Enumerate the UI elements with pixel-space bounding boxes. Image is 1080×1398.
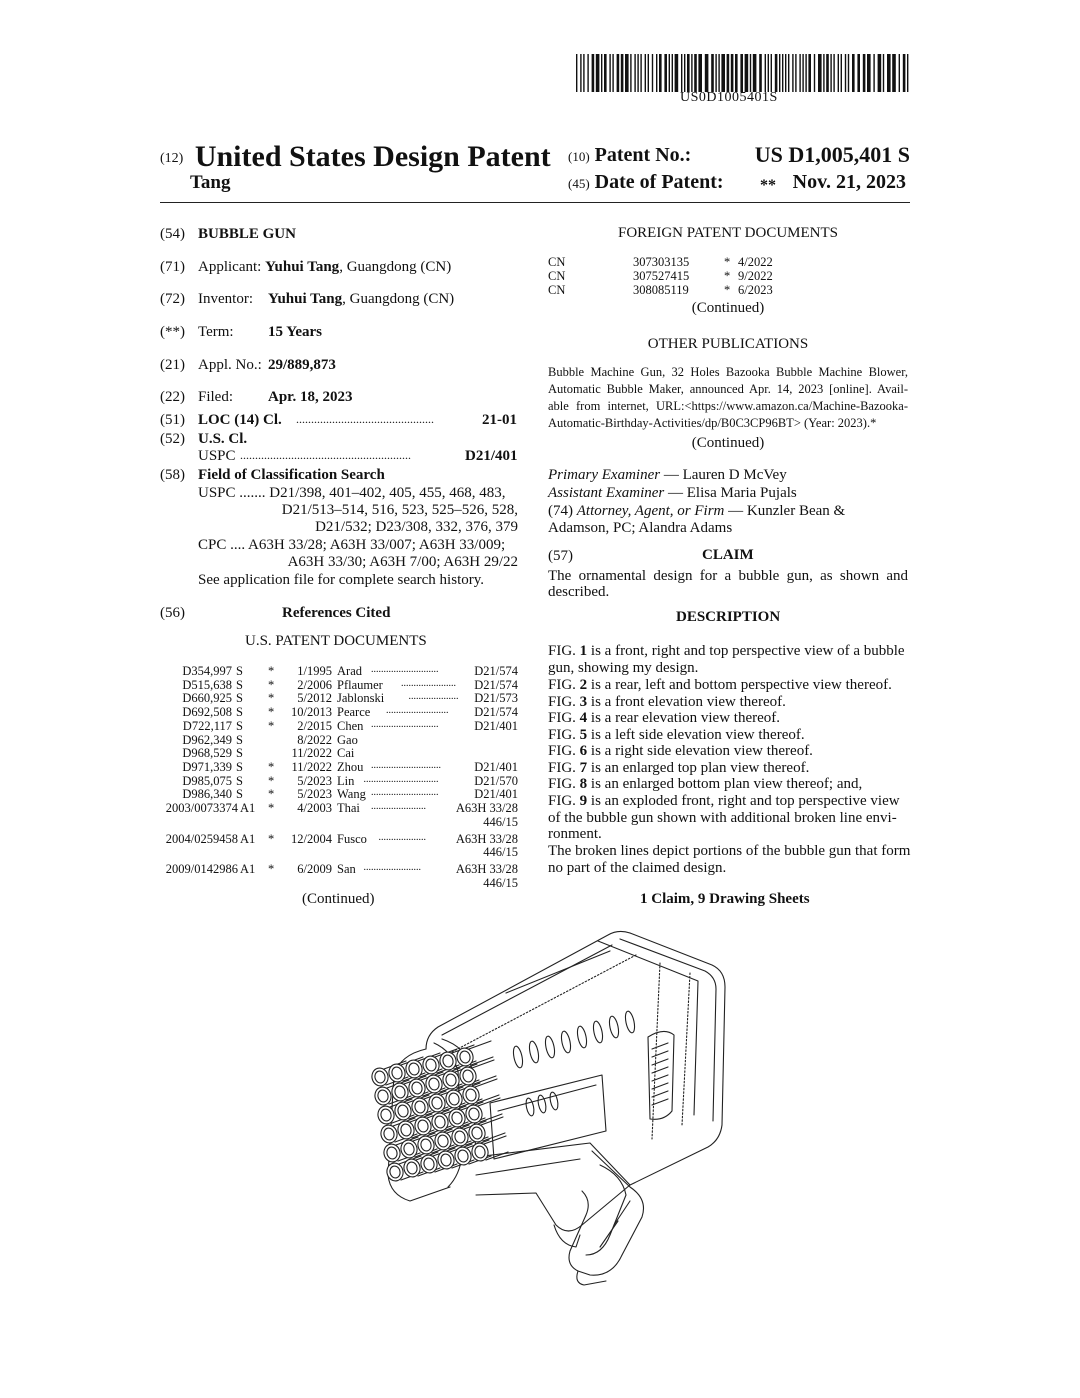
reference-class: D21/574	[474, 664, 518, 678]
reference-kind: S	[236, 787, 243, 802]
foreign-cited-mark: *	[724, 255, 731, 269]
description-text-pre: FIG.	[548, 776, 580, 792]
patent-number-row	[568, 144, 910, 167]
filed-label: Filed:	[198, 389, 234, 405]
primary-examiner	[548, 467, 787, 484]
reference-name: Chen	[337, 718, 364, 733]
description-text-post: is a rear, left and bottom perspective view thereof.	[587, 677, 892, 693]
fcs-uspc-line1: USPC ....... D21/398, 401–402, 405, 455, 468, 483,	[198, 485, 506, 501]
reference-row	[160, 760, 518, 774]
reference-dots: ...........................	[371, 787, 439, 799]
inventor-value	[268, 291, 454, 308]
inventor-surname: Tang	[190, 172, 231, 193]
fcs-uspc-line3: D21/532; D23/308, 332, 376, 379	[315, 519, 518, 535]
applicant-location: , Guangdong (CN)	[339, 259, 452, 275]
reference-date: 4/2003	[297, 801, 332, 815]
document-title	[160, 140, 551, 174]
assistant-examiner-name: — Elisa Maria Pujals	[664, 485, 797, 501]
description-text-pre: FIG.	[548, 743, 580, 759]
reference-dots: ..............................	[363, 773, 439, 785]
description-text-post: is a front elevation view thereof.	[587, 694, 786, 710]
reference-date: 5/2012	[297, 691, 332, 706]
header-divider	[160, 202, 910, 203]
foreign-number: 307527415	[633, 269, 690, 283]
reference-kind: S	[236, 718, 243, 733]
reference-number: D968,529	[182, 746, 232, 761]
reference-cited-mark: *	[268, 705, 275, 720]
reference-cited-mark: *	[268, 773, 275, 788]
reference-name: Lin	[337, 773, 355, 788]
uscl-dots: .........................................................	[240, 448, 411, 462]
reference-kind: S	[236, 677, 243, 692]
reference-class: D21/573	[474, 691, 518, 706]
reference-date: 6/2009	[297, 862, 332, 876]
assistant-examiner	[548, 485, 797, 502]
foreign-doc-row	[548, 255, 788, 269]
figure-number: 2	[579, 677, 588, 693]
description-text-pre: FIG.	[548, 677, 580, 693]
filed-value: Apr. 18, 2023	[268, 389, 353, 405]
reference-dots: .........................	[386, 705, 449, 717]
reference-kind: S	[236, 773, 243, 788]
reference-kind: A1	[240, 862, 256, 876]
description-line	[548, 694, 786, 711]
title-code: (12)	[160, 151, 184, 166]
description-text-pre: gun, showing my design.	[548, 660, 699, 676]
reference-name: Thai	[337, 801, 360, 815]
reference-dots: ......................	[371, 801, 426, 812]
primary-examiner-label: Primary Examiner	[548, 467, 661, 483]
assistant-examiner-label: Assistant Examiner	[548, 485, 665, 501]
reference-kind: S	[236, 664, 243, 678]
reference-row	[160, 705, 518, 719]
term-label: Term:	[198, 324, 234, 340]
reference-kind: S	[236, 705, 243, 720]
loc-label: LOC (14) Cl.	[198, 412, 282, 428]
reference-kind: S	[236, 691, 243, 706]
fcs-code: (58)	[160, 467, 185, 483]
reference-row	[160, 862, 518, 876]
description-text-post: is a left side elevation view thereof.	[587, 727, 805, 743]
figure-number: 5	[579, 727, 588, 743]
reference-date: 11/2022	[291, 746, 332, 761]
reference-kind: S	[236, 759, 243, 774]
fcs-label: Field of Classification Search	[198, 467, 385, 483]
other-pubs-continued: (Continued)	[691, 435, 765, 451]
description-line	[548, 776, 862, 793]
description-text-post: is an enlarged bottom plan view thereof; and,	[587, 776, 863, 792]
foreign-cited-mark: *	[724, 283, 731, 297]
references-code: (56)	[160, 605, 185, 621]
applicant-code: (71)	[160, 259, 185, 275]
reference-name: Pflaumer	[337, 677, 383, 692]
reference-class: A63H 33/28	[455, 831, 518, 846]
description-text-pre: of the bubble gun shown with additional broken line envi-	[548, 810, 897, 826]
reference-name: Wang	[337, 787, 366, 802]
reference-name: Cai	[337, 746, 355, 761]
figure-number: 3	[579, 694, 588, 710]
reference-row	[160, 832, 518, 846]
claim-line2: described.	[548, 584, 610, 600]
other-pub-line: Automatic Bubble Maker, announced Apr. 14, 2023 [online]. Avail-	[548, 382, 908, 396]
reference-row	[160, 774, 518, 788]
foreign-country: CN	[548, 283, 566, 297]
reference-number: D354,997	[182, 664, 232, 678]
foreign-doc-row	[548, 269, 788, 283]
applicant-field	[198, 259, 451, 276]
reference-number: D986,340	[182, 787, 232, 802]
attorney-label: Attorney, Agent, or Firm	[576, 503, 725, 519]
attorney-line1	[548, 503, 845, 520]
foreign-number: 307303135	[633, 255, 690, 269]
foreign-doc-row	[548, 283, 788, 297]
reference-dots: ............................	[371, 759, 441, 771]
reference-name: Pearce	[337, 705, 371, 720]
reference-date: 2/2015	[297, 718, 332, 733]
figure-number: 1	[579, 643, 588, 659]
attorney-firm: — Kunzler Bean &	[724, 503, 846, 519]
description-heading: DESCRIPTION	[676, 609, 781, 625]
reference-name: Zhou	[337, 759, 364, 774]
uscl-value: D21/401	[465, 448, 518, 464]
foreign-date: 6/2023	[738, 283, 773, 297]
description-line	[548, 810, 897, 827]
other-pubs-heading: OTHER PUBLICATIONS	[647, 336, 809, 352]
reference-date: 1/1995	[297, 664, 332, 678]
reference-row	[160, 719, 518, 733]
uscl-label: U.S. Cl.	[198, 431, 248, 447]
reference-class: D21/574	[474, 705, 518, 720]
reference-cited-mark: *	[268, 718, 275, 733]
loc-dots: ..............................................	[296, 412, 434, 426]
bubble-gun-drawing	[330, 925, 770, 1290]
inventor-location: , Guangdong (CN)	[342, 291, 455, 307]
patent-number: US D1,005,401 S	[754, 142, 910, 167]
attorney-code: (74)	[548, 503, 573, 519]
description-text-post: is an enlarged top plan view thereof.	[587, 760, 810, 776]
reference-name: Fusco	[337, 831, 367, 846]
reference-cited-mark: *	[268, 677, 275, 692]
reference-number: D722,117	[182, 718, 232, 733]
reference-date: 2/2006	[297, 677, 332, 692]
description-line	[548, 743, 813, 760]
reference-number: D962,349	[182, 732, 232, 747]
reference-date: 12/2004	[291, 831, 332, 846]
appl-label: Appl. No.:	[198, 357, 262, 373]
title-field-code: (54)	[160, 226, 185, 242]
foreign-docs-heading: FOREIGN PATENT DOCUMENTS	[617, 225, 839, 241]
reference-row	[160, 664, 518, 678]
reference-number: 2004/0259458	[165, 831, 238, 846]
foreign-date: 4/2022	[738, 255, 773, 269]
references-heading: References Cited	[282, 605, 391, 621]
claim-line1: The ornamental design for a bubble gun, as shown and	[548, 568, 908, 584]
description-line	[548, 843, 910, 860]
appl-value: 29/889,873	[268, 357, 336, 373]
reference-class: A63H 33/28	[455, 862, 518, 876]
foreign-number: 308085119	[633, 283, 689, 297]
barcode-number: US0D1005401S	[680, 90, 778, 105]
reference-number: D985,075	[182, 773, 232, 788]
loc-value: 21-01	[482, 412, 517, 428]
other-pub-line: Automatic-Birthday-Activities/dp/B0C3CP96BT> (Year: 2023).*	[548, 416, 877, 430]
patent-date-row	[568, 171, 910, 194]
foreign-date: 9/2022	[738, 269, 773, 283]
attorney-line2: Adamson, PC; Alandra Adams	[548, 520, 733, 536]
foreign-country: CN	[548, 269, 566, 283]
reference-dots: ...................	[378, 831, 426, 843]
applicant-name: Yuhui Tang	[265, 259, 340, 275]
description-text-pre: no part of the claimed design.	[548, 860, 727, 876]
patent-no-label: Patent No.:	[594, 144, 692, 166]
reference-row	[160, 787, 518, 801]
reference-cited-mark: *	[268, 787, 275, 802]
reference-number: 2009/0142986	[165, 862, 238, 876]
date-code: (45)	[568, 176, 590, 191]
description-text-pre: FIG.	[548, 694, 580, 710]
description-text-post: is a rear elevation view thereof.	[587, 710, 780, 726]
fcs-cpc-line2: A63H 33/30; A63H 7/00; A63H 29/22	[287, 554, 518, 570]
description-line	[548, 826, 602, 843]
reference-dots: .......................	[363, 862, 421, 873]
term-code: (**)	[160, 324, 185, 340]
foreign-country: CN	[548, 255, 566, 269]
reference-dots: ....................	[408, 691, 459, 703]
figure-number: 7	[579, 760, 588, 776]
reference-cited-mark: *	[268, 801, 275, 815]
figure-number: 6	[579, 743, 588, 759]
reference-cited-mark: *	[268, 691, 275, 706]
reference-class: D21/401	[474, 718, 518, 733]
patent-no-code: (10)	[568, 149, 590, 164]
figure-number: 9	[579, 793, 588, 809]
reference-kind: S	[236, 732, 243, 747]
applicant-label: Applicant:	[198, 259, 262, 275]
figure-number: 8	[579, 776, 588, 792]
reference-number: D515,638	[182, 677, 232, 692]
reference-cited-mark: *	[268, 831, 275, 846]
appl-code: (21)	[160, 357, 185, 373]
description-text-post: is a front, right and top perspective view of a bubble	[587, 643, 905, 659]
reference-number: D660,925	[182, 691, 232, 706]
reference-class: D21/401	[474, 759, 518, 774]
reference-cited-mark: *	[268, 862, 275, 876]
description-text-post: is a right side elevation view thereof.	[587, 743, 813, 759]
reference-dots: ...........................	[371, 664, 439, 675]
uscl-code: (52)	[160, 431, 185, 447]
description-text-pre: FIG.	[548, 643, 580, 659]
date-label: Date of Patent:	[594, 171, 724, 193]
description-text-pre: The broken lines depict portions of the bubble gun that form	[548, 843, 911, 859]
other-pub-line: able from internet, URL:<https://www.amazon.ca/Machine-Bazooka-	[548, 399, 908, 413]
description-text-pre: FIG.	[548, 727, 580, 743]
fcs-note: See application file for complete search history.	[198, 572, 485, 588]
description-line	[548, 860, 726, 877]
reference-name: Arad	[337, 664, 362, 678]
loc-code: (51)	[160, 412, 185, 428]
reference-name: Jablonski	[337, 691, 385, 706]
reference-row	[160, 678, 518, 692]
foreign-continued: (Continued)	[691, 300, 765, 316]
description-line	[548, 710, 780, 727]
description-text-pre: FIG.	[548, 793, 580, 809]
claim-code: (57)	[548, 548, 573, 564]
reference-number: D692,508	[182, 705, 232, 720]
description-line	[548, 793, 900, 810]
description-line	[548, 760, 809, 777]
description-text-pre: ronment.	[548, 826, 602, 842]
reference-dots: ......................	[401, 677, 456, 689]
uscl-sub: USPC	[198, 448, 236, 464]
reference-class: D21/574	[474, 677, 518, 692]
reference-row	[160, 801, 518, 815]
date-stars: **	[760, 177, 776, 194]
description-line	[548, 727, 805, 744]
description-line	[548, 677, 892, 694]
reference-kind: A1	[240, 801, 256, 815]
reference-date: 8/2022	[297, 732, 332, 747]
reference-subclass: 446/15	[483, 875, 518, 890]
title-text: United States Design Patent	[194, 140, 551, 173]
reference-date: 11/2022	[291, 759, 332, 774]
reference-subclass: 446/15	[483, 845, 518, 860]
term-value: 15 Years	[268, 324, 323, 340]
reference-name: Gao	[337, 732, 358, 747]
description-text-post: is an exploded front, right and top perspective view	[587, 793, 900, 809]
inventor-label: Inventor:	[198, 291, 253, 307]
reference-kind: A1	[240, 831, 256, 846]
reference-subclass: 446/15	[483, 814, 518, 829]
filed-code: (22)	[160, 389, 185, 405]
description-line	[548, 643, 905, 660]
figure-number: 4	[579, 710, 588, 726]
barcode	[576, 54, 910, 92]
reference-row	[160, 691, 518, 705]
description-line	[548, 660, 698, 677]
other-pub-line: Bubble Machine Gun, 32 Holes Bazooka Bubble Machine Blower,	[548, 365, 908, 379]
reference-class: A63H 33/28	[455, 801, 518, 815]
description-text-pre: FIG.	[548, 710, 580, 726]
description-text-pre: FIG.	[548, 760, 580, 776]
reference-class: D21/570	[474, 773, 518, 788]
reference-date: 5/2023	[297, 773, 332, 788]
us-patent-docs-heading: U.S. PATENT DOCUMENTS	[245, 633, 427, 649]
reference-cited-mark: *	[268, 759, 275, 774]
patent-date: Nov. 21, 2023	[792, 171, 906, 193]
reference-class: D21/401	[474, 787, 518, 802]
reference-row	[160, 733, 518, 747]
reference-number: D971,339	[182, 759, 232, 774]
references-continued: (Continued)	[302, 891, 375, 907]
reference-number: 2003/0073374	[165, 801, 238, 815]
reference-cited-mark: *	[268, 664, 275, 678]
reference-date: 10/2013	[291, 705, 332, 720]
primary-examiner-name: — Lauren D McVey	[660, 467, 787, 483]
fcs-uspc-line2: D21/513–514, 516, 523, 525–526, 528,	[281, 502, 518, 518]
invention-title: BUBBLE GUN	[198, 226, 296, 242]
drawing-summary: 1 Claim, 9 Drawing Sheets	[640, 891, 810, 907]
claim-heading: CLAIM	[702, 547, 754, 563]
reference-date: 5/2023	[297, 787, 332, 802]
foreign-cited-mark: *	[724, 269, 731, 283]
reference-kind: S	[236, 746, 243, 761]
inventor-field	[198, 291, 253, 308]
reference-dots: ...........................	[371, 718, 439, 730]
fcs-cpc-line1: CPC .... A63H 33/28; A63H 33/007; A63H 33/009;	[198, 537, 506, 553]
inventor-code: (72)	[160, 291, 185, 307]
reference-name: San	[337, 862, 356, 876]
reference-row	[160, 746, 518, 760]
inventor-name: Yuhui Tang	[268, 291, 343, 307]
